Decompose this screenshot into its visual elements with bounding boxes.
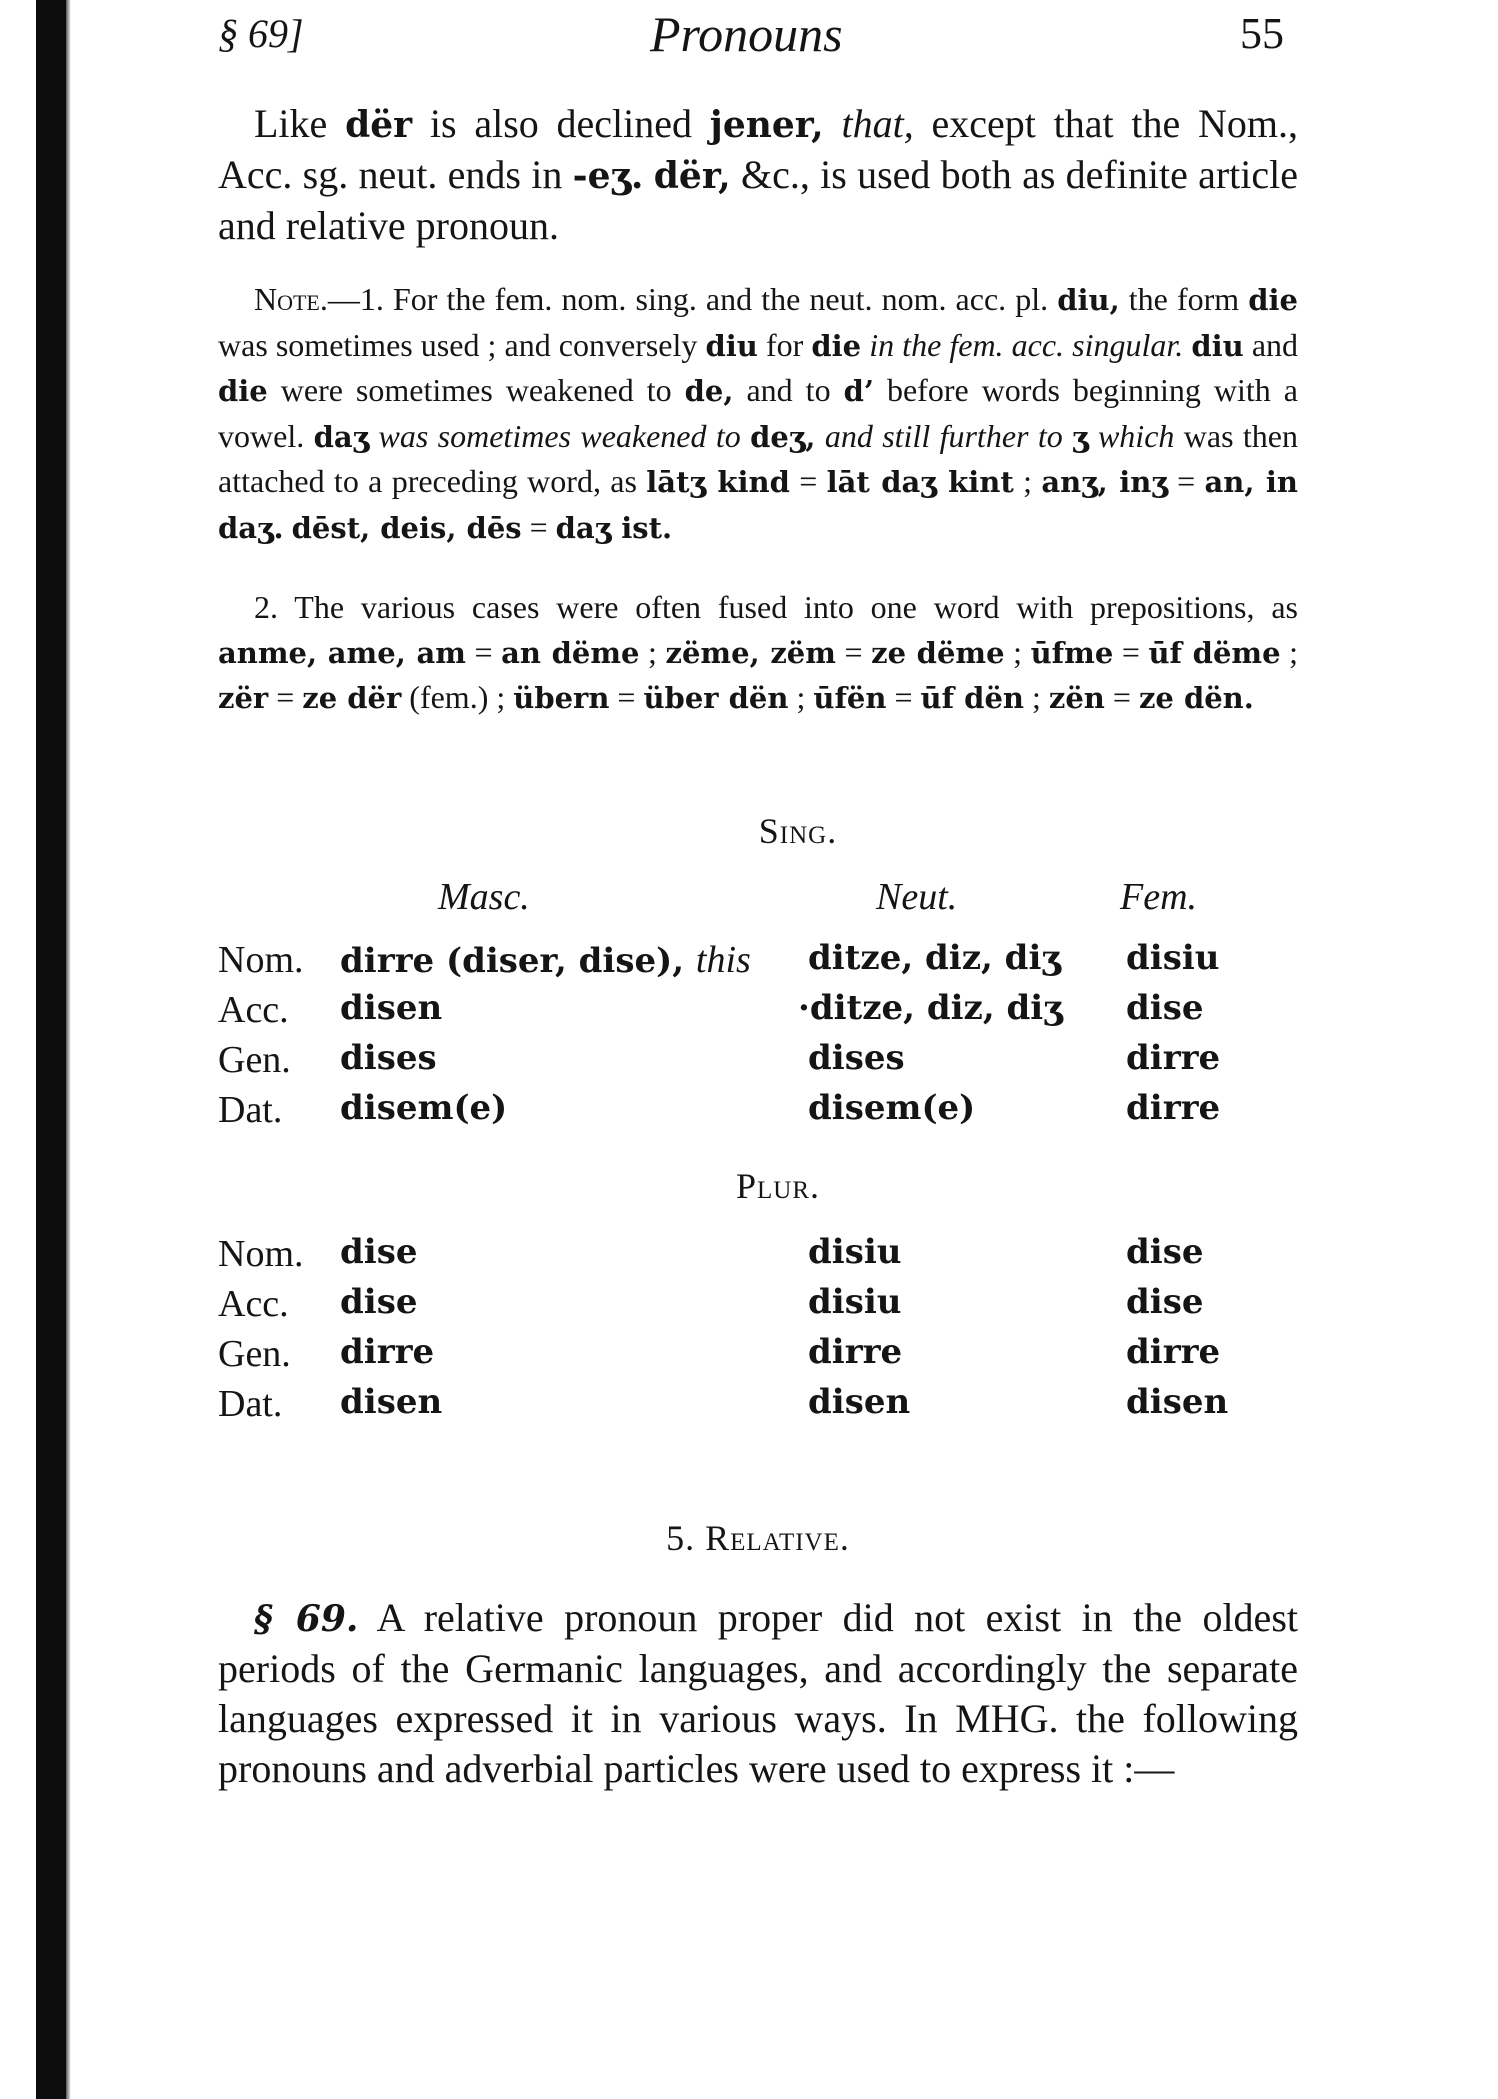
- case-label: Nom.: [218, 1233, 304, 1275]
- note-2: 2. The various cases were often fused into one word with prepositions, as anme, ame, am = an dëme ; zëme, zëm = ze dëme ; ūfme = ūf dëme ; zër = ze dër (fem.) ; übern = über dën ; ūfën = ūf dën ; zën = ze dën.: [218, 589, 1298, 715]
- fem-form: dirre: [1126, 1332, 1221, 1372]
- masc-form: disen: [340, 1382, 443, 1422]
- neut-form: disiu: [808, 1232, 902, 1272]
- fem-form: dise: [1126, 1282, 1204, 1322]
- fem-form: disiu: [1126, 938, 1220, 978]
- plural-declension-table: [218, 1232, 1298, 1432]
- gender-neut-label: Neut.: [876, 876, 958, 918]
- neut-form: disem(e): [808, 1088, 976, 1128]
- relative-section-heading: 5. Relative.: [666, 1518, 850, 1558]
- running-head-section: § 69]: [218, 11, 304, 56]
- case-label: Acc.: [218, 989, 289, 1031]
- singular-declension-table: [218, 938, 1298, 1138]
- masc-form: disen: [340, 988, 443, 1028]
- table-row: [218, 1232, 1298, 1282]
- masc-form: dirre: [340, 1332, 435, 1372]
- note-1: Note.—1. For the fem. nom. sing. and the neut. nom. acc. pl. diu, the form die was sometimes used ; and conversely diu for die in the fem. acc. singular. diu and die were sometimes weakened to de, and to d’ before words beginning with a vowel. daʒ was sometimes weakened to deʒ, and still further to ʒ which was then attached to a preceding word, as lātʒ kind = lāt daʒ kint ; anʒ, inʒ = an, in daʒ. dēst, deis, dēs = daʒ ist.: [218, 281, 1299, 545]
- fem-form: dise: [1126, 1232, 1204, 1272]
- masc-form: dirre (diser, dise), this: [340, 939, 751, 981]
- masc-form: dises: [340, 1038, 437, 1078]
- table-row: [218, 1382, 1298, 1432]
- neut-form: disen: [808, 1382, 911, 1422]
- case-label: Gen.: [218, 1333, 291, 1375]
- masc-form: disem(e): [340, 1088, 508, 1128]
- table-row: [218, 1332, 1298, 1382]
- table-row: [218, 938, 1298, 988]
- fem-form: dirre: [1126, 1038, 1221, 1078]
- masc-form: dise: [340, 1282, 418, 1322]
- gender-fem-label: Fem.: [1120, 876, 1198, 918]
- table-row: [218, 1038, 1298, 1088]
- neut-form: dises: [808, 1038, 905, 1078]
- masc-form: dise: [340, 1232, 418, 1272]
- case-label: Acc.: [218, 1283, 289, 1325]
- case-label: Nom.: [218, 939, 304, 981]
- neut-form: ·ditze, diz, diʒ: [798, 988, 1063, 1028]
- neut-form: dirre: [808, 1332, 903, 1372]
- paragraph-der-declension: Like dër is also declined jener, that, except that the Nom., Acc. sg. neut. ends in -eʒ. dër, &c., is used both as definite article and relative pronoun.: [218, 101, 1299, 248]
- table-row: [218, 1282, 1298, 1332]
- neut-form: disiu: [808, 1282, 902, 1322]
- page-number: 55: [1240, 9, 1284, 58]
- case-label: Gen.: [218, 1039, 291, 1081]
- table-row: [218, 988, 1298, 1038]
- gender-masc-label: Masc.: [438, 876, 530, 918]
- fem-form: dise: [1126, 988, 1204, 1028]
- section-mark: § 69.: [254, 1598, 359, 1640]
- running-head-title: Pronouns: [650, 6, 843, 62]
- singular-heading: Sing.: [758, 811, 838, 851]
- plural-heading: Plur.: [735, 1166, 821, 1206]
- fem-form: dirre: [1126, 1088, 1221, 1128]
- paragraph-relative: § 69. A relative pronoun proper did not exist in the oldest periods of the Germanic languages, and accordingly the separate languages expressed it in various ways. In MHG. the following pronouns and adverbial particles were used to express it :—: [218, 1595, 1298, 1791]
- fem-form: disen: [1126, 1382, 1229, 1422]
- neut-form: ditze, diz, diʒ: [808, 938, 1061, 978]
- case-label: Dat.: [218, 1089, 283, 1131]
- case-label: Dat.: [218, 1383, 283, 1425]
- table-row: [218, 1088, 1298, 1138]
